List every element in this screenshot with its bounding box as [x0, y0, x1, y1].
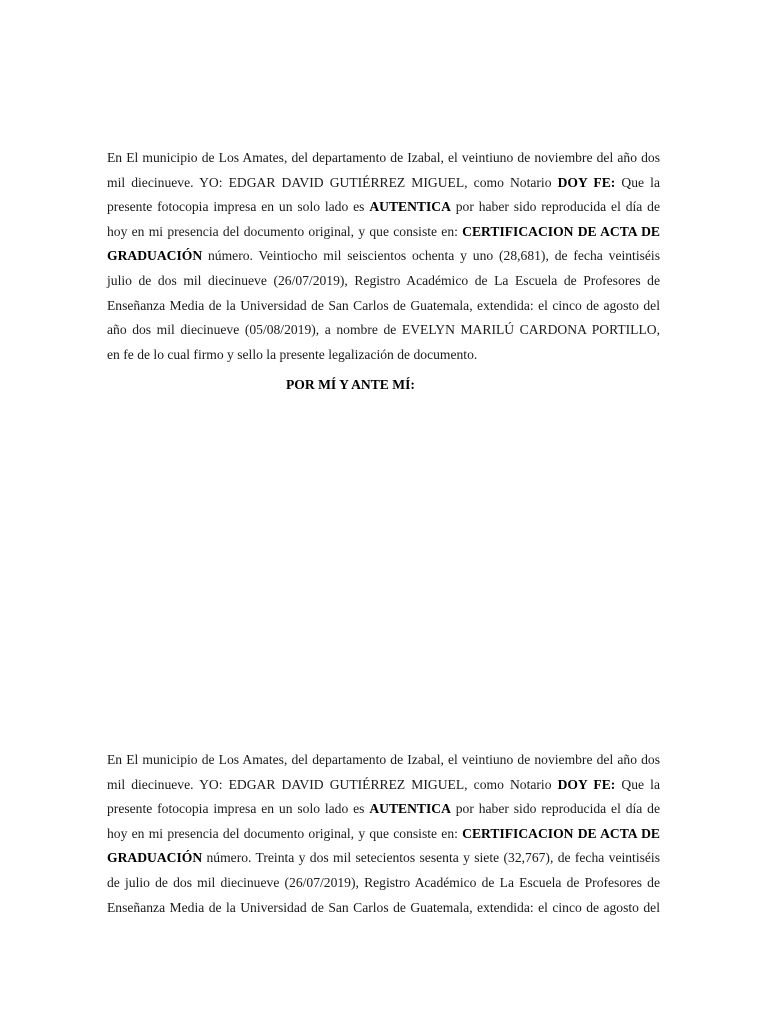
- certification-paragraph-2: [107, 748, 660, 920]
- paragraph-line: Enseñanza Media de la Universidad de San Carlos de Guatemala, extendida: el cinco de agosto del: [107, 899, 660, 915]
- paragraph-line: julio de dos mil diecinueve (26/07/2019), Registro Académico de La Escuela de Profesores de: [107, 272, 660, 288]
- paragraph-line: Enseñanza Media de la Universidad de San Carlos de Guatemala, extendida: el cinco de agosto del: [107, 297, 660, 313]
- paragraph-line: año dos mil diecinueve (05/08/2019), a nombre de EVELYN MARILÚ CARDONA PORTILLO,: [107, 322, 660, 338]
- paragraph-line: presente fotocopia impresa en un solo lado es AUTENTICA por haber sido reproducida el día de: [107, 199, 661, 215]
- paragraph-line: GRADUACIÓN número. Veintiocho mil seiscientos ochenta y uno (28,681), de fecha veintiséis: [107, 248, 660, 264]
- doy-fe-bold: DOY FE:: [557, 174, 616, 190]
- certification-paragraph-1: [107, 146, 660, 367]
- paragraph-line: hoy en mi presencia del documento original, y que consiste en: CERTIFICACION DE ACTA DE: [107, 825, 661, 841]
- graduacion-bold: GRADUACIÓN: [107, 850, 203, 866]
- paragraph-line: hoy en mi presencia del documento original, y que consiste en: CERTIFICACION DE ACTA DE: [107, 223, 661, 239]
- paragraph-line: En El municipio de Los Amates, del departamento de Izabal, el veintiuno de noviembre del año dos: [107, 752, 660, 767]
- graduacion-bold: GRADUACIÓN: [107, 248, 203, 264]
- certificacion-bold: CERTIFICACION DE ACTA DE: [462, 223, 661, 239]
- paragraph-line: de julio de dos mil diecinueve (26/07/2019), Registro Académico de La Escuela de Profesores de: [107, 874, 660, 890]
- autentica-bold: AUTENTICA: [369, 199, 451, 215]
- paragraph-line: en fe de lo cual firmo y sello la presente legalización de documento.: [107, 346, 478, 362]
- autentica-bold: AUTENTICA: [369, 801, 451, 817]
- paragraph-line: presente fotocopia impresa en un solo lado es AUTENTICA por haber sido reproducida el día de: [107, 801, 661, 817]
- paragraph-line: mil diecinueve. YO: EDGAR DAVID GUTIÉRREZ MIGUEL, como Notario DOY FE: Que la: [107, 776, 660, 792]
- paragraph-line: GRADUACIÓN número. Treinta y dos mil setecientos sesenta y siete (32,767), de fecha veintiséis: [107, 850, 660, 866]
- paragraph-line: mil diecinueve. YO: EDGAR DAVID GUTIÉRREZ MIGUEL, como Notario DOY FE: Que la: [107, 174, 660, 190]
- paragraph-line: En El municipio de Los Amates, del departamento de Izabal, el veintiuno de noviembre del año dos: [107, 150, 660, 165]
- doy-fe-bold: DOY FE:: [557, 776, 616, 792]
- signature-closing: POR MÍ Y ANTE MÍ:: [286, 377, 415, 392]
- certificacion-bold: CERTIFICACION DE ACTA DE: [462, 825, 661, 841]
